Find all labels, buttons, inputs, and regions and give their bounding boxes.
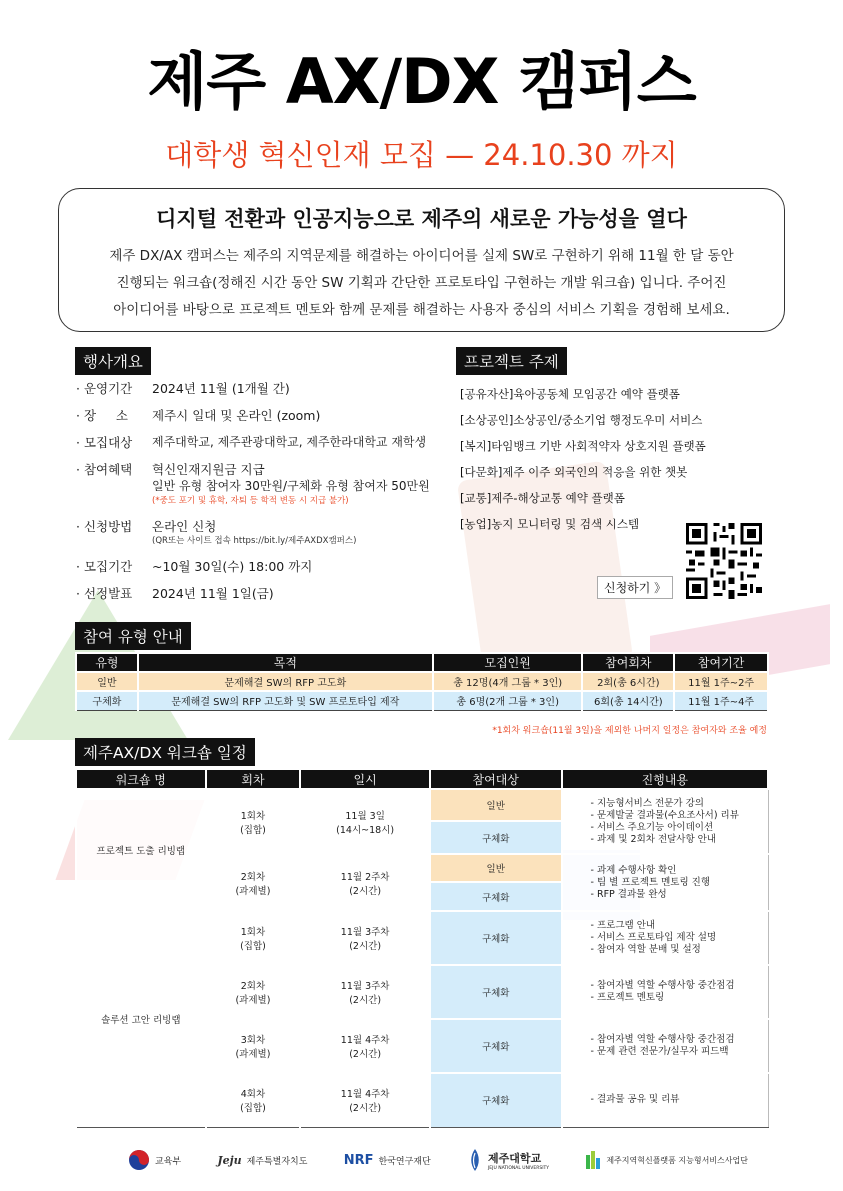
table-row (76, 911, 768, 965)
overview-row (76, 434, 456, 451)
overview-key: · 모집대상 (76, 435, 133, 450)
overview-row (76, 407, 456, 424)
round-mode: (집합) (240, 1103, 266, 1115)
target-cell: 구체화 (430, 911, 562, 965)
date-cell (300, 1019, 430, 1073)
round-cell (206, 789, 301, 854)
period-cell: 11월 1주~4주 (674, 691, 768, 710)
content-line: - 과제 및 2회차 전달사항 안내 (590, 833, 717, 845)
overview-value: ~10월 30일(수) 18:00 까지 (152, 559, 313, 574)
topic-item: [공유자산]육아공동체 모임공간 예약 플랫폼 (460, 387, 680, 401)
overview-key: · 장 소 (76, 408, 128, 423)
target-cell: 구체화 (430, 882, 562, 911)
logo-label: 한국연구재단 (378, 1156, 431, 1167)
intro-body (81, 243, 762, 324)
round-label: 4회차 (240, 1089, 266, 1101)
round-cell (206, 911, 301, 965)
overview-key: · 참여혜택 (76, 462, 133, 477)
overview-list (76, 380, 456, 612)
date-label: 11월 3주차 (340, 927, 390, 938)
column-header: 참여회차 (582, 653, 674, 672)
footer-logos (128, 1140, 748, 1180)
content-line: - 문제 관련 전문가/실무자 피드백 (590, 1046, 729, 1057)
column-header: 참여대상 (430, 769, 562, 789)
table-row (76, 672, 768, 691)
content-line: - 참여자별 역할 수행사항 중간점검 (590, 1034, 735, 1045)
overview-value-group (152, 461, 456, 508)
topic-item: [농업]농지 모니터링 및 검색 시스템 (460, 517, 640, 531)
recruit-cell: 총 6명(2개 그룹 * 3인) (433, 691, 583, 710)
overview-value: 2024년 11월 1일(금) (152, 586, 274, 601)
intro-line: 진행되는 워크숍(정해진 시간 동안 SW 기획과 간단한 프로토타입 구현하는 개발 워크숍) 입니다. 주어진 (116, 275, 727, 291)
content-cell (562, 965, 768, 1019)
round-mode: (집합) (240, 941, 266, 952)
content-line: - 프로그램 안내 (590, 920, 656, 931)
time-label: (2시간) (349, 1103, 382, 1115)
overview-tag: 행사개요 (75, 347, 151, 375)
table-header-row (76, 653, 768, 672)
overview-value: 제주시 일대 및 온라인 (zoom) (152, 408, 321, 423)
logo-jnu (467, 1148, 549, 1172)
recruit-cell: 총 12명(4개 그룹 * 3인) (433, 672, 583, 691)
overview-value: 혁신인재지원금 지급 (152, 462, 265, 477)
table-header-row (76, 769, 768, 789)
date-label: 11월 4주차 (340, 1035, 390, 1046)
content-line: - 결과물 공유 및 리뷰 (590, 1094, 680, 1106)
round-cell (206, 1073, 301, 1127)
topic-item: [교통]제주-해상교통 예약 플랫폼 (460, 491, 625, 505)
overview-value: 2024년 11월 (1개월 간) (152, 381, 290, 396)
intro-heading: 디지털 전환과 인공지능으로 제주의 새로운 가능성을 열다 (156, 207, 687, 231)
time-label: (2시간) (349, 1049, 382, 1060)
type-cell: 구체화 (76, 691, 138, 710)
logo-label: 제주대학교 (487, 1151, 542, 1165)
content-cell (562, 1019, 768, 1073)
content-line: - 지능형서비스 전문가 강의 (590, 797, 704, 809)
logo-label: 제주지역혁신플랫폼 지능형서비스사업단 (606, 1155, 748, 1165)
page-subtitle: 대학생 혁신인재 모집 — 24.10.30 까지 (165, 138, 678, 172)
logo-moe (128, 1149, 181, 1171)
content-line: - 문제발굴 결과물(수요조사서) 리뷰 (590, 809, 739, 821)
intro-line: 아이디어를 바탕으로 프로젝트 멘토와 함께 문제를 해결하는 사용자 중심의 서비스 기획을 경험해 보세요. (113, 302, 730, 318)
overview-value-group (152, 518, 456, 548)
topic-item: [복지]타임뱅크 기반 사회적약자 상호지원 플랫폼 (460, 439, 706, 453)
apply-button[interactable]: 신청하기 》 (597, 576, 673, 599)
overview-row (76, 558, 456, 575)
topic-item: [다문화]제주 이주 외국인의 적응을 위한 챗봇 (460, 465, 688, 479)
date-cell (300, 911, 430, 965)
round-mode: (과제별) (235, 995, 271, 1006)
intro-line: 제주 DX/AX 캠퍼스는 제주의 지역문제를 해결하는 아이디어를 실제 SW로 구현하기 위해 11월 한 달 동안 (109, 248, 734, 264)
topics-tag: 프로젝트 주제 (456, 347, 567, 375)
column-header: 모집인원 (433, 653, 583, 672)
date-cell (300, 1073, 430, 1127)
overview-key: · 선정발표 (76, 586, 133, 601)
participation-table (75, 652, 769, 711)
jnu-logo (467, 1148, 483, 1172)
date-cell (300, 789, 430, 854)
target-cell: 구체화 (430, 1019, 562, 1073)
logo-label: 제주특별자치도 (246, 1156, 308, 1167)
round-label: 1회차 (240, 810, 266, 822)
overview-note-warning: (*중도 포기 및 휴학, 자퇴 등 학적 변동 시 지급 불가) (152, 496, 349, 506)
round-label: 2회차 (240, 981, 266, 992)
workshop-name-cell: 프로젝트 도출 리빙랩 (76, 789, 206, 911)
overview-note: (QR또는 사이트 접속 https://bit.ly/제주AXDX캠퍼스) (152, 536, 357, 546)
qr-code-icon[interactable] (680, 517, 768, 605)
date-label: 11월 4주차 (340, 1089, 390, 1101)
column-header: 진행내용 (562, 769, 768, 789)
time-label: (2시간) (349, 941, 382, 952)
intro-box (58, 188, 785, 332)
content-cell (562, 911, 768, 965)
content-line: - 과제 수행사항 확인 (590, 864, 677, 876)
logo-jeju-province (217, 1154, 307, 1167)
table-row (76, 691, 768, 710)
date-cell (300, 854, 430, 911)
content-line: - 서비스 주요기능 아이데이션 (590, 821, 714, 833)
logo-nrf (344, 1153, 431, 1168)
purpose-cell: 문제해결 SW의 RFP 고도화 (138, 672, 433, 691)
overview-row (76, 461, 456, 508)
overview-key: · 모집기간 (76, 559, 133, 574)
overview-row (76, 585, 456, 602)
workshop-tag: 제주AX/DX 워크숍 일정 (75, 738, 255, 766)
moe-emblem-icon (128, 1149, 150, 1171)
content-line: - 프로젝트 멘토링 (590, 992, 665, 1003)
round-cell (206, 965, 301, 1019)
target-cell: 구체화 (430, 1073, 562, 1127)
content-line: - RFP 결과물 완성 (590, 888, 667, 900)
column-header: 회차 (206, 769, 301, 789)
target-cell: 일반 (430, 854, 562, 882)
round-label: 3회차 (240, 1035, 266, 1046)
column-header: 참여기간 (674, 653, 768, 672)
date-cell (300, 965, 430, 1019)
period-cell: 11월 1주~2주 (674, 672, 768, 691)
nrf-logo: NRF (343, 1152, 374, 1168)
column-header: 일시 (300, 769, 430, 789)
purpose-cell: 문제해결 SW의 RFP 고도화 및 SW 프로토타입 제작 (138, 691, 433, 710)
overview-key: · 신청방법 (76, 519, 133, 534)
time-label: (2시간) (349, 995, 382, 1006)
round-label: 1회차 (240, 927, 266, 938)
topic-item: [소상공인]소상공인/중소기업 행정도우미 서비스 (460, 413, 703, 427)
sessions-cell: 2회(총 6시간) (582, 672, 674, 691)
logo-label: 교육부 (155, 1156, 182, 1167)
content-line: - 참여자별 역할 수행사항 중간점검 (590, 980, 735, 991)
content-line: - 서비스 프로토타입 제작 설명 (590, 932, 717, 943)
logo-sublabel: JEJU NATIONAL UNIVERSITY (487, 1165, 550, 1171)
jeju-province-logo: Jeju (217, 1153, 242, 1167)
overview-value: 제주대학교, 제주관광대학교, 제주한라대학교 재학생 (152, 435, 427, 449)
overview-row (76, 518, 456, 548)
jnu-text (488, 1150, 549, 1171)
round-mode: (과제별) (235, 1049, 271, 1060)
content-line: - 팀 별 프로젝트 멘토링 진행 (590, 876, 710, 888)
content-line: - 참여자 역할 분배 및 설정 (590, 944, 701, 955)
target-cell: 구체화 (430, 821, 562, 854)
column-header: 목적 (138, 653, 433, 672)
workshop-name-cell: 솔루션 고안 리빙랩 (76, 911, 206, 1127)
content-cell (562, 854, 768, 911)
type-cell: 일반 (76, 672, 138, 691)
target-cell: 일반 (430, 789, 562, 821)
workshop-table (75, 768, 769, 1128)
date-label: 11월 3주차 (340, 981, 390, 992)
overview-value-detail: 일반 유형 참여자 30만원/구체화 유형 참여자 50만원 (152, 479, 430, 493)
round-cell (206, 1019, 301, 1073)
time-label: (2시간) (349, 885, 382, 897)
target-cell: 구체화 (430, 965, 562, 1019)
round-label: 2회차 (240, 871, 266, 883)
date-label: 11월 2주차 (340, 871, 390, 883)
column-header: 유형 (76, 653, 138, 672)
round-cell (206, 854, 301, 911)
time-label: (14시~18시) (336, 824, 395, 836)
table-row (76, 789, 768, 821)
participation-tag: 참여 유형 안내 (75, 622, 191, 650)
date-label: 11월 3일 (345, 810, 385, 822)
overview-key: · 운영기간 (76, 381, 133, 396)
content-cell (562, 789, 768, 854)
rise-logo (585, 1149, 601, 1171)
round-mode: (과제별) (235, 885, 271, 897)
sessions-cell: 6회(총 14시간) (582, 691, 674, 710)
round-mode: (집합) (240, 824, 266, 836)
participation-note: *1회차 워크숍(11월 3일)을 제외한 나머지 일정은 참여자와 조율 예정 (492, 726, 767, 736)
logo-rise (585, 1149, 748, 1171)
page-title: 제주 AX/DX 캠퍼스 (147, 45, 696, 118)
overview-value: 온라인 신청 (152, 519, 217, 534)
overview-row (76, 380, 456, 397)
content-cell (562, 1073, 768, 1127)
column-header: 워크숍 명 (76, 769, 206, 789)
